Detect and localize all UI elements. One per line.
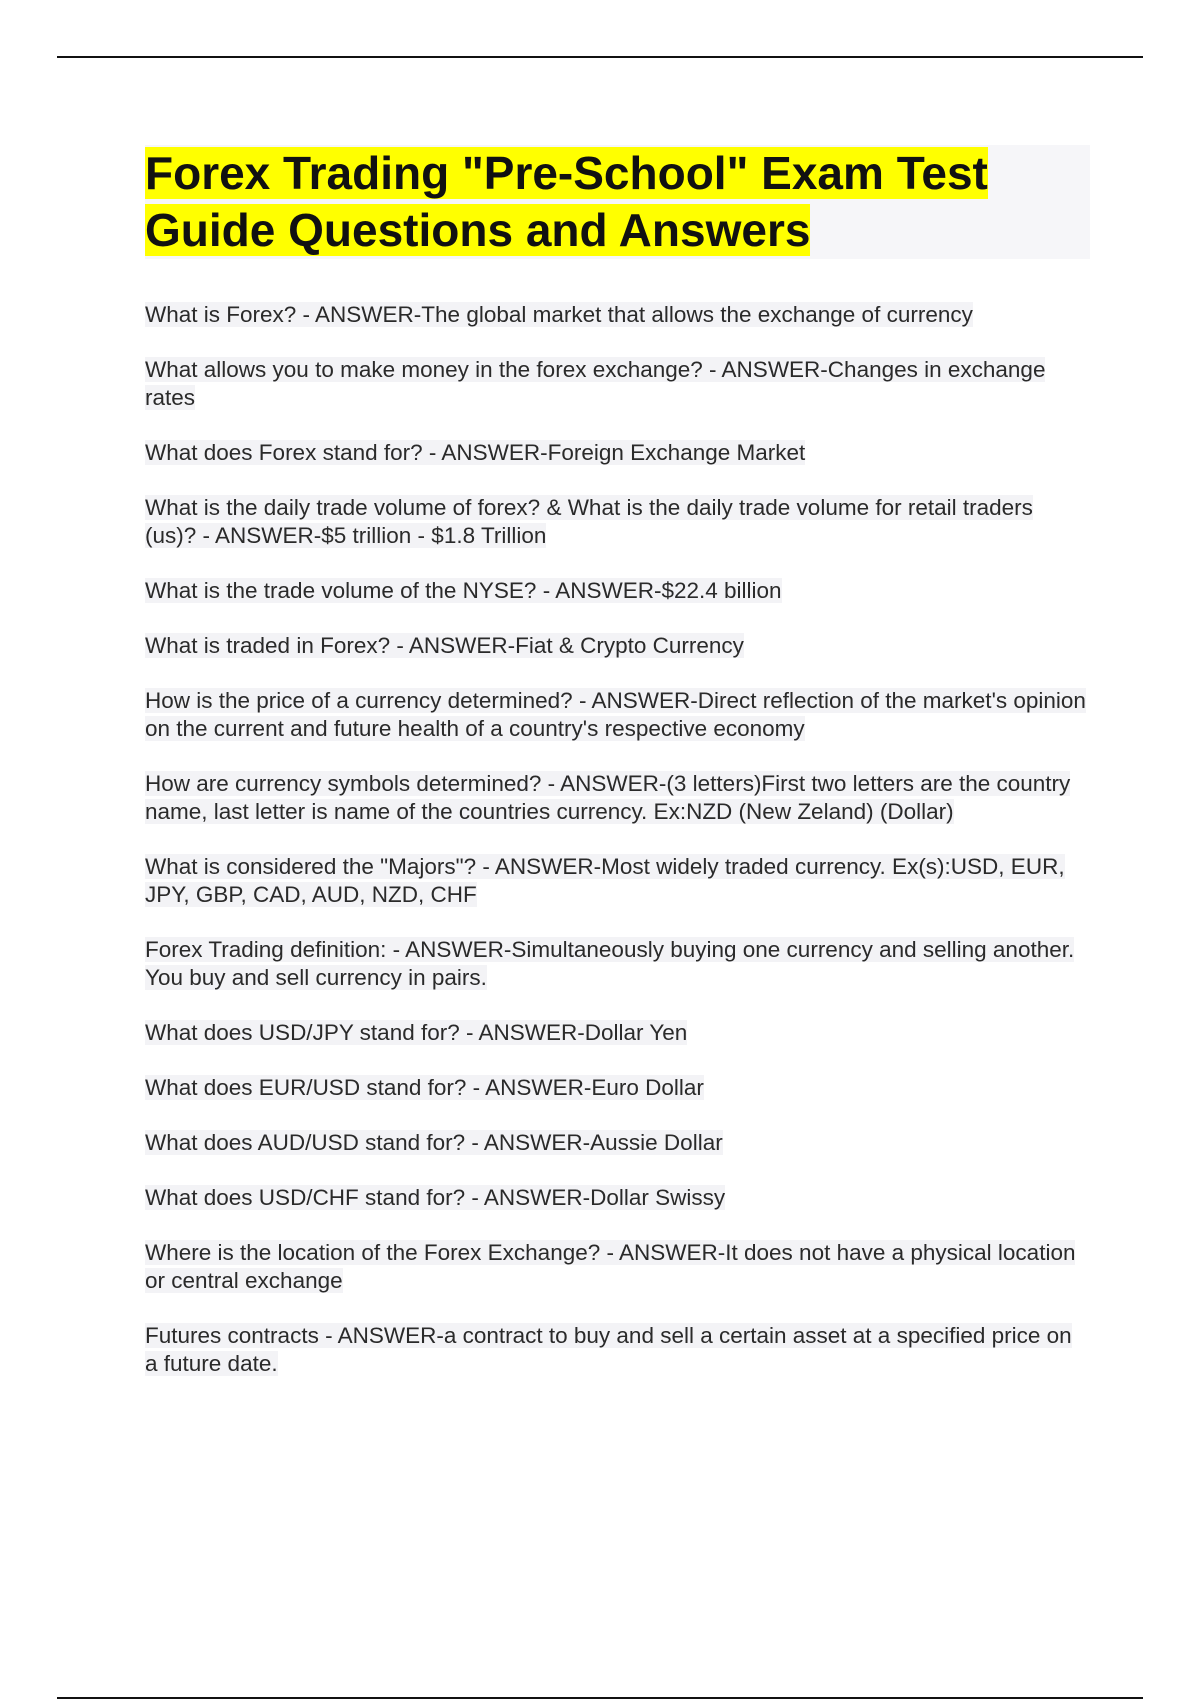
qa-text: What allows you to make money in the forex exchange? - ANSWER-Changes in exchange rates xyxy=(145,357,1046,410)
qa-text: Futures contracts - ANSWER-a contract to buy and sell a certain asset at a specified price on a future date. xyxy=(145,1323,1072,1376)
document-body xyxy=(145,145,1090,1405)
qa-item xyxy=(145,1074,1090,1102)
qa-item xyxy=(145,1322,1090,1378)
qa-text: How are currency symbols determined? - ANSWER-(3 letters)First two letters are the country name, last letter is name of the countries currency. Ex:NZD (New Zeland) (Dollar) xyxy=(145,771,1071,824)
qa-item xyxy=(145,770,1090,826)
qa-item xyxy=(145,301,1090,329)
title-block xyxy=(145,145,1090,259)
qa-item xyxy=(145,1019,1090,1047)
qa-item xyxy=(145,577,1090,605)
qa-item xyxy=(145,936,1090,992)
qa-item xyxy=(145,1239,1090,1295)
qa-item xyxy=(145,356,1090,412)
qa-text: What is considered the "Majors"? - ANSWER-Most widely traded currency. Ex(s):USD, EUR, JPY, GBP, CAD, AUD, NZD, CHF xyxy=(145,854,1065,907)
document-title-text: Forex Trading "Pre-School" Exam Test Guide Questions and Answers xyxy=(145,147,988,256)
qa-text: What does EUR/USD stand for? - ANSWER-Euro Dollar xyxy=(145,1075,704,1100)
qa-text: What is Forex? - ANSWER-The global market that allows the exchange of currency xyxy=(145,302,973,327)
qa-text: What does Forex stand for? - ANSWER-Foreign Exchange Market xyxy=(145,440,806,465)
qa-item xyxy=(145,494,1090,550)
qa-item xyxy=(145,687,1090,743)
qa-list xyxy=(145,301,1090,1378)
qa-text: What does AUD/USD stand for? - ANSWER-Aussie Dollar xyxy=(145,1130,723,1155)
document-title xyxy=(145,145,1090,259)
qa-text: What is traded in Forex? - ANSWER-Fiat & Crypto Currency xyxy=(145,633,744,658)
qa-item xyxy=(145,1184,1090,1212)
qa-item xyxy=(145,632,1090,660)
qa-text: What does USD/CHF stand for? - ANSWER-Dollar Swissy xyxy=(145,1185,726,1210)
qa-text: What is the daily trade volume of forex? & What is the daily trade volume for retail traders (us)? - ANSWER-$5 trillion - $1.8 Trillion xyxy=(145,495,1033,548)
qa-text: What does USD/JPY stand for? - ANSWER-Dollar Yen xyxy=(145,1020,688,1045)
qa-item xyxy=(145,853,1090,909)
qa-text: Forex Trading definition: - ANSWER-Simultaneously buying one currency and selling another. You buy and sell currency in pairs. xyxy=(145,937,1075,990)
top-rule xyxy=(57,56,1143,58)
qa-text: Where is the location of the Forex Exchange? - ANSWER-It does not have a physical location or central exchange xyxy=(145,1240,1076,1293)
qa-text: How is the price of a currency determined? - ANSWER-Direct reflection of the market's opinion on the current and future health of a country's respective economy xyxy=(145,688,1086,741)
qa-text: What is the trade volume of the NYSE? - ANSWER-$22.4 billion xyxy=(145,578,782,603)
qa-item xyxy=(145,1129,1090,1157)
bottom-rule xyxy=(57,1697,1143,1699)
qa-item xyxy=(145,439,1090,467)
